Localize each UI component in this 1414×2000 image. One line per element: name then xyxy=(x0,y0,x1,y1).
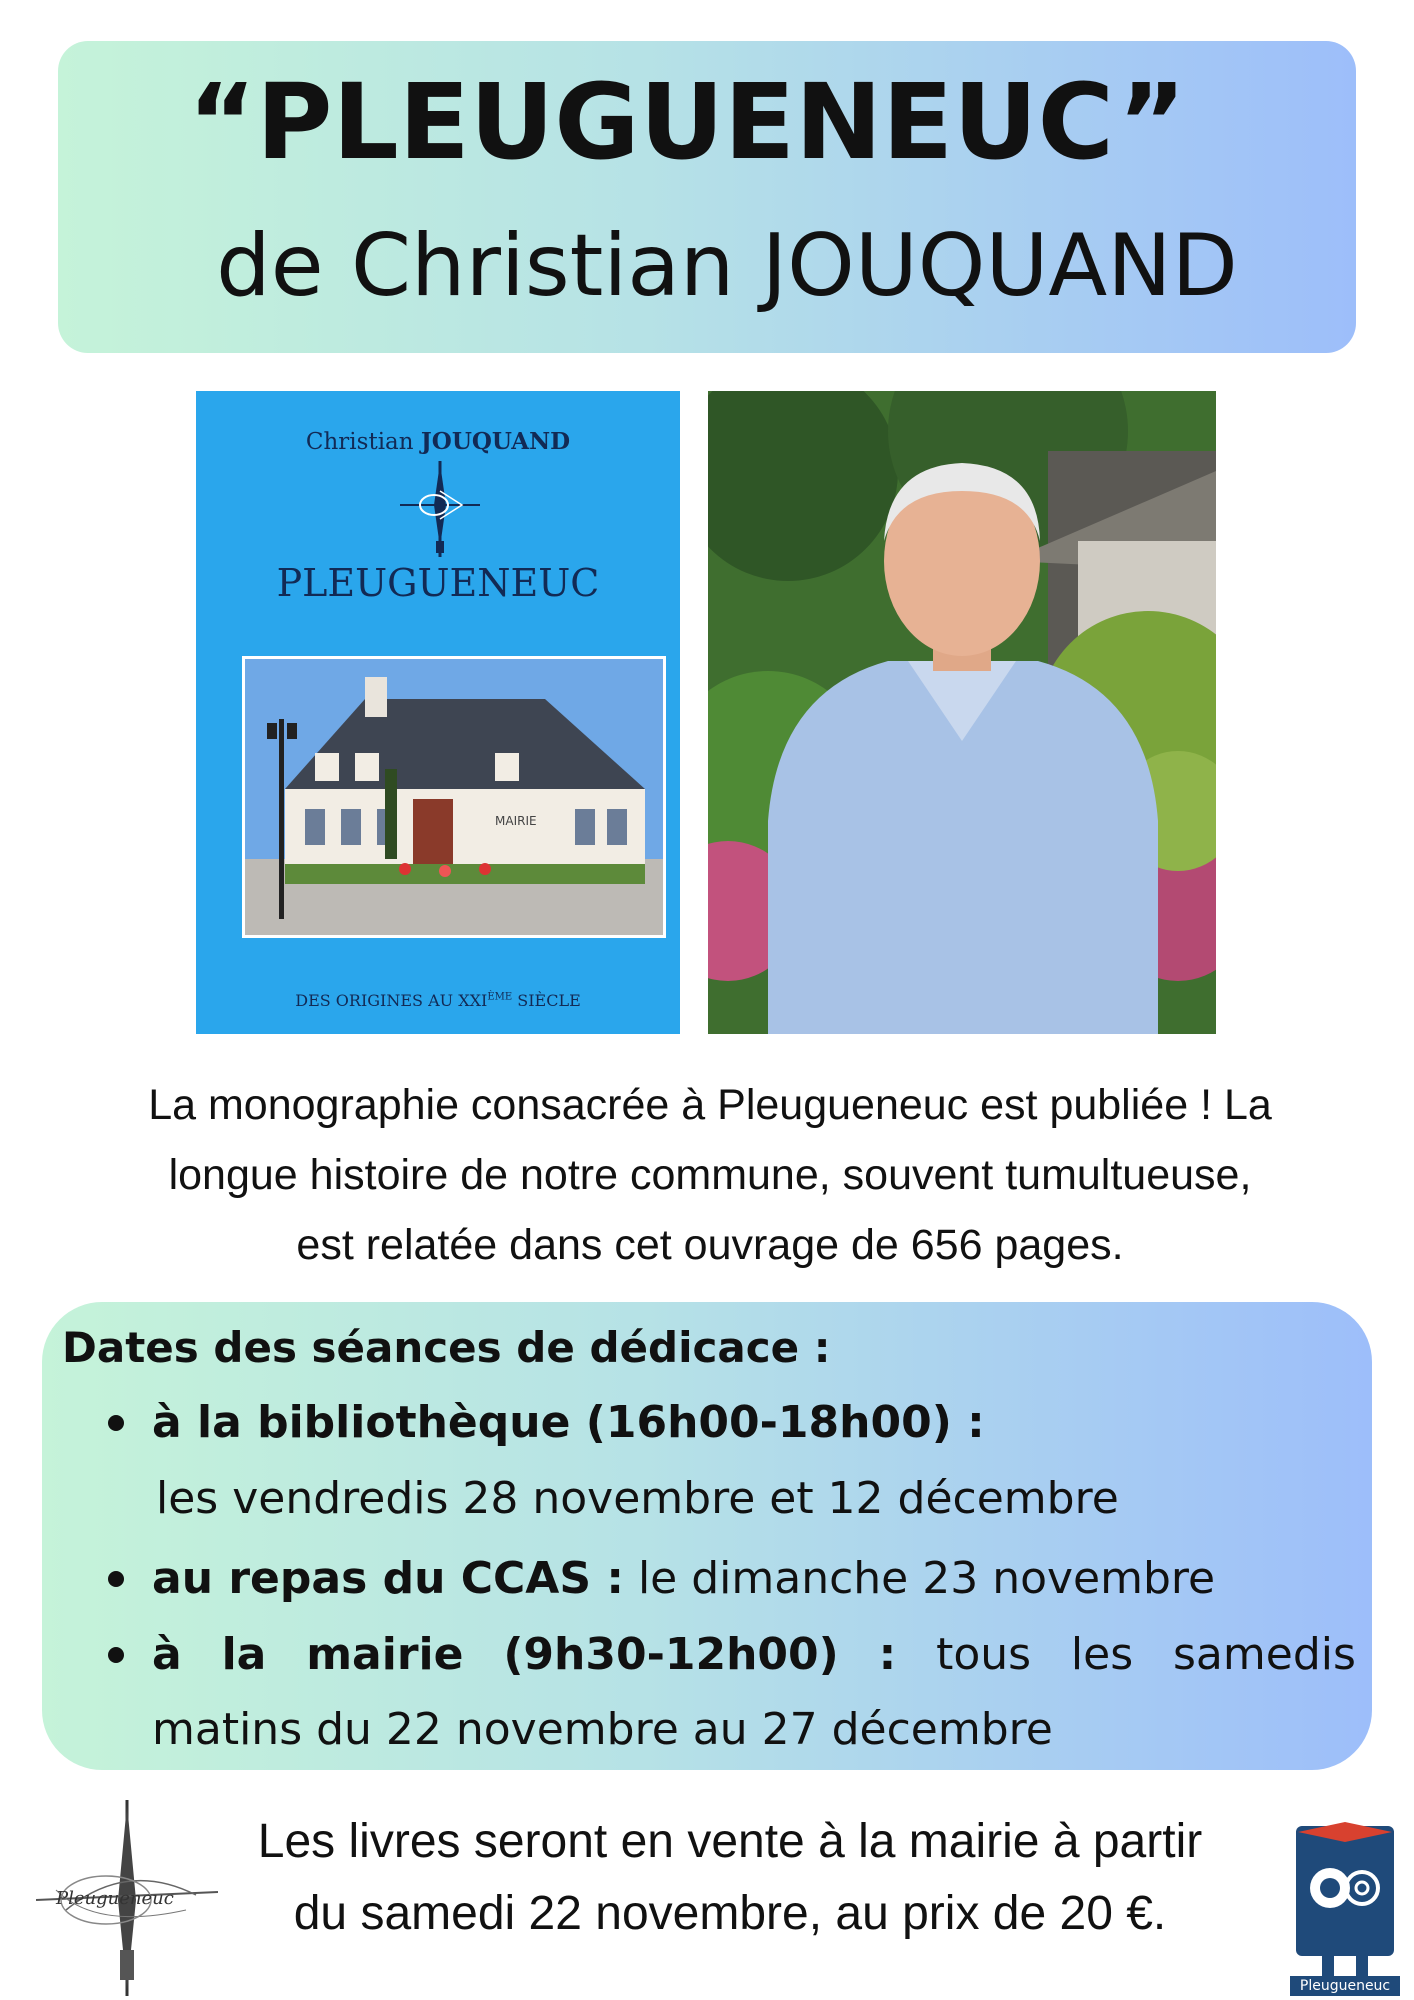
cover-subtitle xyxy=(196,991,680,1010)
justified-word: les xyxy=(1070,1629,1134,1680)
dates-item-ccas xyxy=(152,1542,1215,1616)
justified-word: (9h30-12h00) xyxy=(503,1629,839,1680)
header-banner xyxy=(58,41,1356,353)
bullet-icon xyxy=(108,1415,124,1431)
library-mascot-logo-icon xyxy=(1290,1818,1400,1996)
compass-logo-icon xyxy=(400,461,480,557)
dates-item-mairie xyxy=(152,1618,1356,1692)
poster-title: “PLEUGUENEUC” xyxy=(187,61,1187,183)
bullet-icon xyxy=(108,1571,124,1587)
commune-logo-icon xyxy=(36,1800,218,1996)
closing-line: du samedi 22 novembre, au prix de 20 €. xyxy=(293,1887,1167,1940)
intro-line: est relatée dans cet ouvrage de 656 pages. xyxy=(296,1221,1124,1269)
dates-item-library-detail: les vendredis 28 novembre et 12 décembre xyxy=(156,1473,1119,1524)
cover-author xyxy=(196,428,680,455)
author-portrait-illustration xyxy=(708,391,1216,1034)
dates-item-detail: le dimanche 23 novembre xyxy=(623,1553,1216,1604)
intro-paragraph xyxy=(40,1070,1380,1280)
bullet-icon xyxy=(108,1647,124,1663)
library-logo-label: Pleugueneuc xyxy=(1299,1978,1391,1994)
book-cover-image xyxy=(196,391,680,1034)
cover-title: PLEUGUENEUC xyxy=(276,561,600,605)
justified-word: samedis xyxy=(1173,1629,1356,1680)
commune-logo-script: Pleugueneuc xyxy=(56,1888,174,1909)
justified-word: mairie xyxy=(306,1629,464,1680)
closing-paragraph xyxy=(180,1806,1280,1950)
cover-subtitle-before: DES ORIGINES AU XXI xyxy=(295,991,488,1010)
intro-line: La monographie consacrée à Pleugueneuc est publiée ! La xyxy=(148,1081,1272,1129)
cover-author-first: Christian xyxy=(305,429,414,455)
town-hall-sign: MAIRIE xyxy=(495,814,537,828)
justified-word: la xyxy=(221,1629,267,1680)
justified-word: : xyxy=(878,1629,897,1680)
dates-item-label: au repas du CCAS : xyxy=(152,1553,624,1604)
dates-heading: Dates des séances de dédicace : xyxy=(62,1323,831,1372)
cover-author-last: JOUQUAND xyxy=(420,428,571,455)
dates-item-label: à la bibliothèque (16h00-18h00) : xyxy=(152,1397,985,1448)
dates-item-library xyxy=(152,1386,985,1460)
cover-subtitle-sup: ÈME xyxy=(487,991,513,1003)
justified-word: tous xyxy=(936,1629,1032,1680)
author-portrait-photo xyxy=(708,391,1216,1034)
dates-item-mairie-detail: matins du 22 novembre au 27 décembre xyxy=(152,1704,1053,1755)
justified-word: à xyxy=(152,1629,182,1680)
poster-subtitle: de Christian JOUQUAND xyxy=(216,216,1238,316)
town-hall-photo xyxy=(242,656,666,938)
town-hall-illustration xyxy=(245,659,663,935)
closing-line: Les livres seront en vente à la mairie à partir xyxy=(257,1815,1203,1868)
intro-line: longue histoire de notre commune, souvent tumultueuse, xyxy=(168,1151,1252,1199)
cover-subtitle-after: SIÈCLE xyxy=(512,991,581,1010)
